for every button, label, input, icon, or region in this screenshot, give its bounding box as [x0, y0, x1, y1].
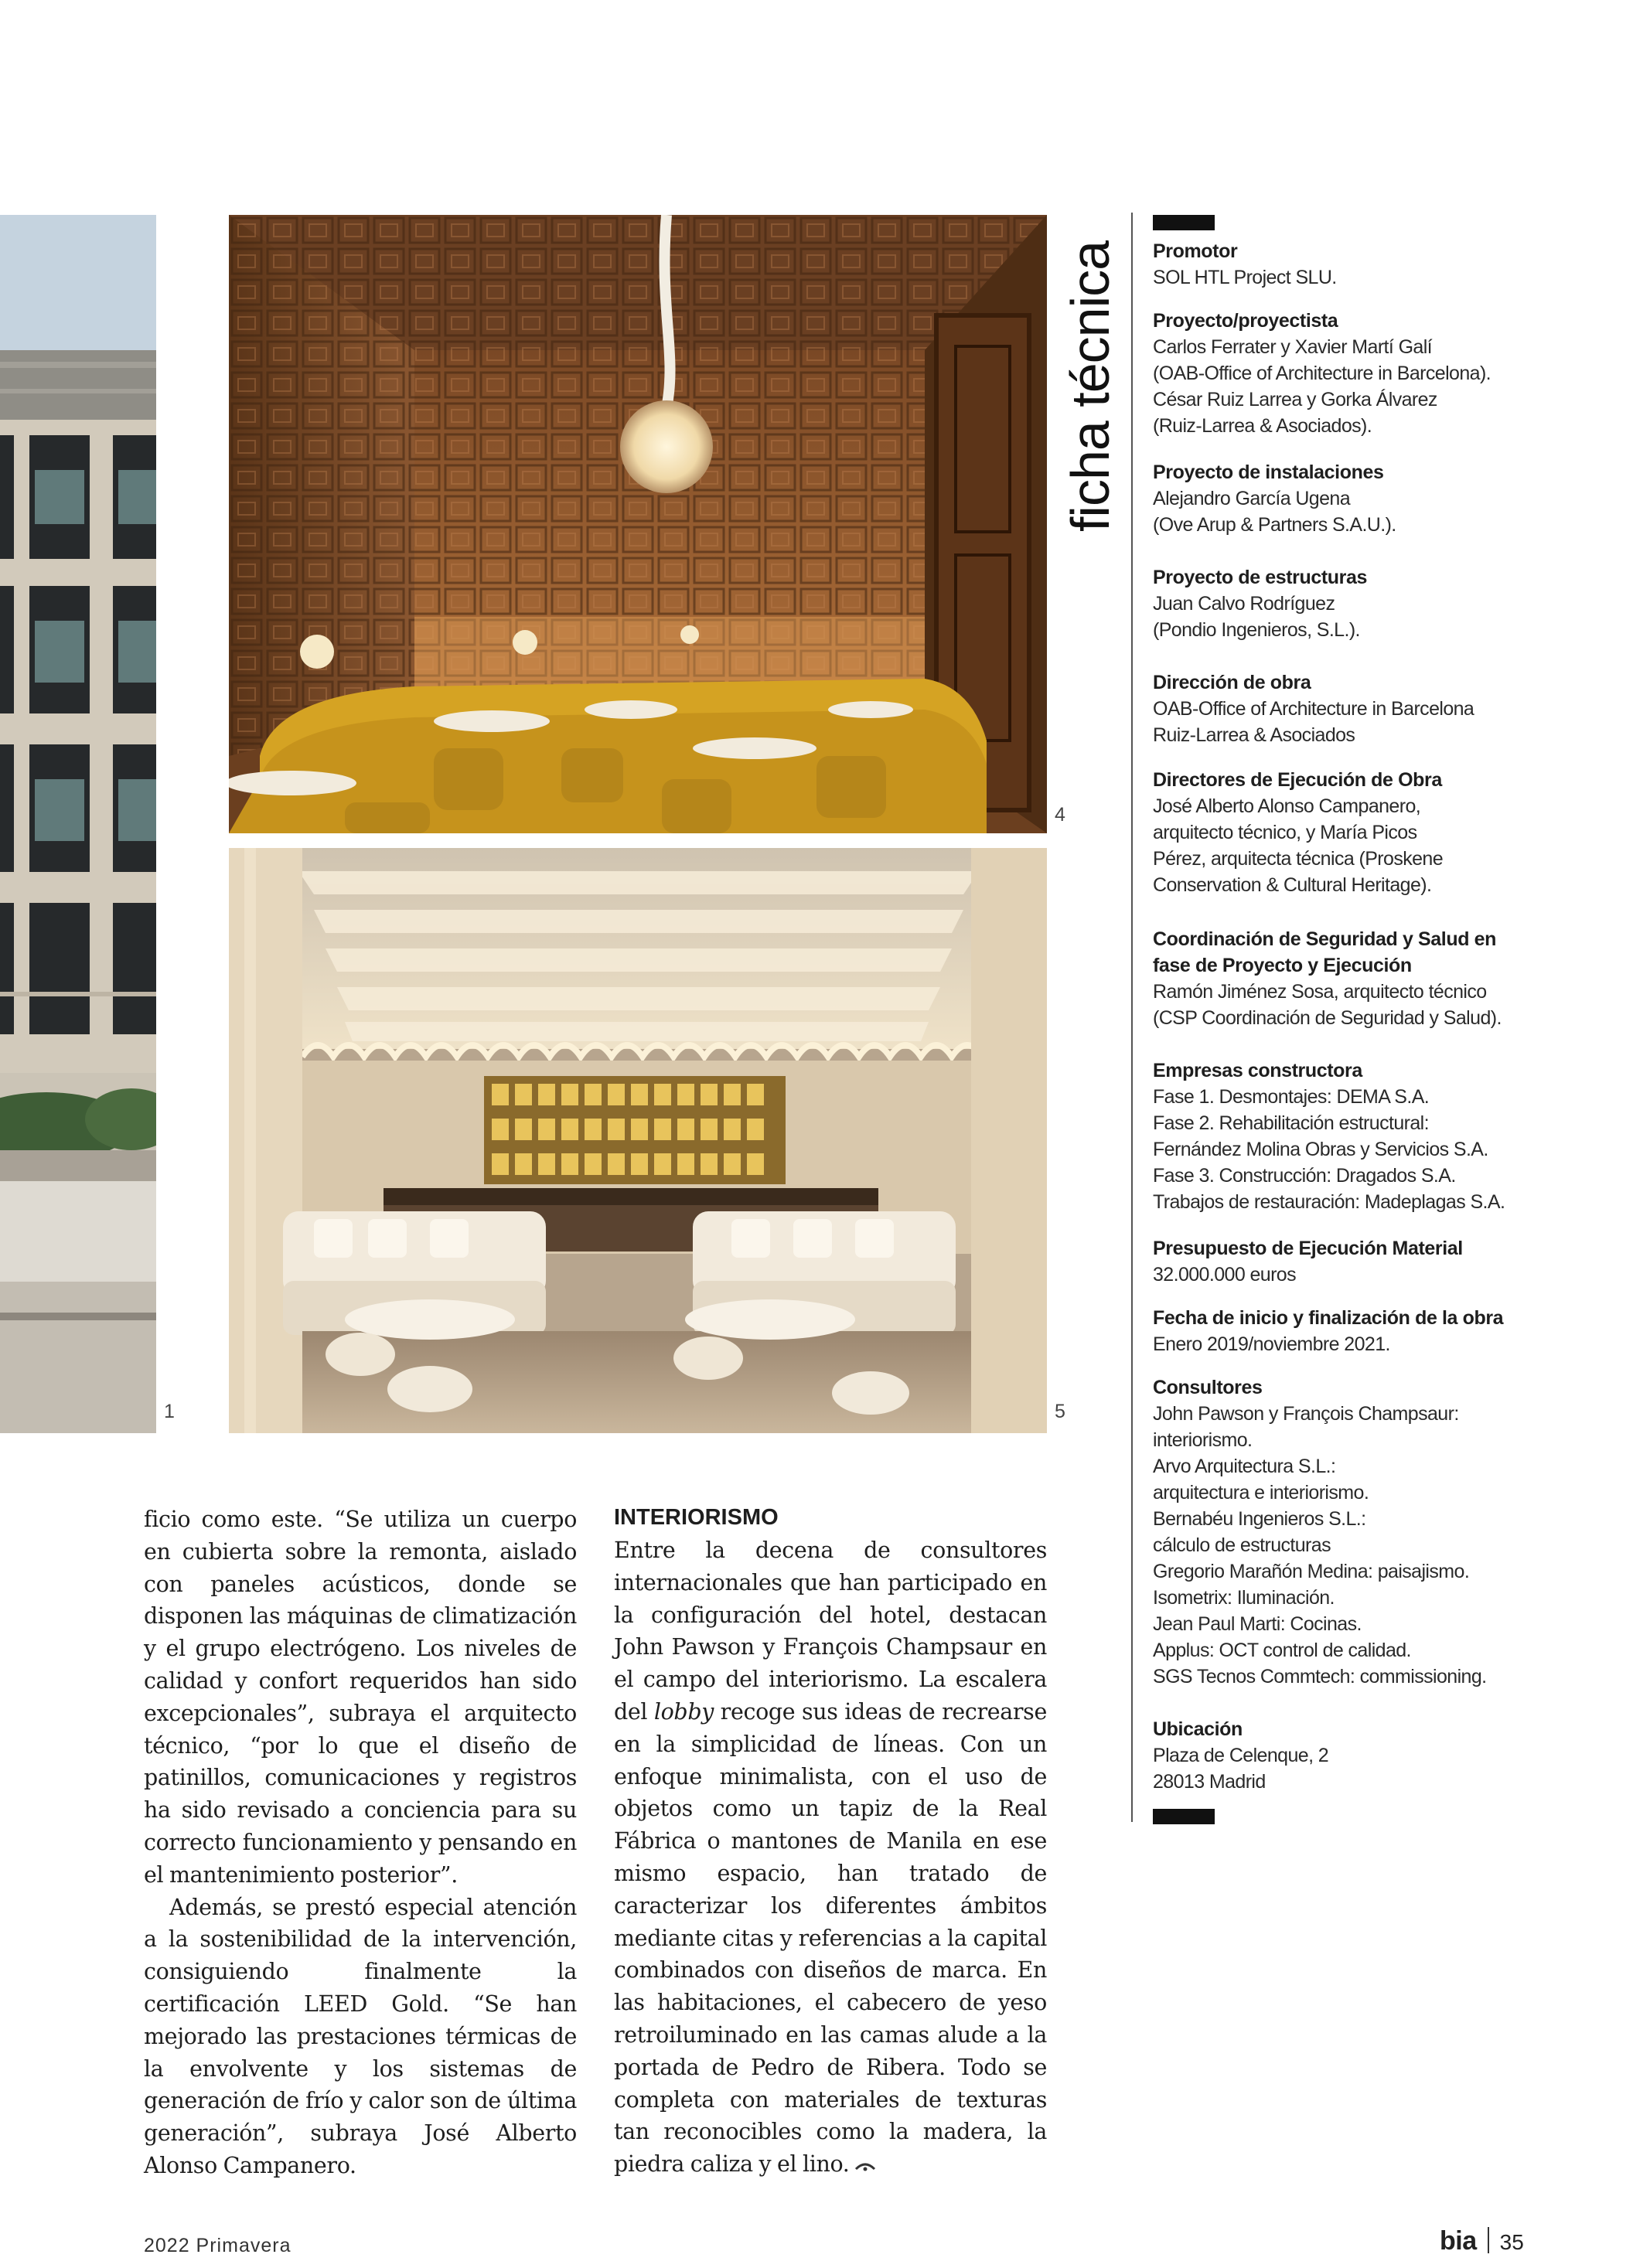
ficha-label: Dirección de obra: [1153, 672, 1311, 693]
ficha-value: OAB-Office of Architecture in Barcelona Ruiz-Larrea & Asociados: [1153, 698, 1474, 746]
ficha-label: Empresas constructora: [1153, 1060, 1362, 1081]
issue-label: 2022 Primavera: [144, 2235, 291, 2256]
ficha-item-ubicacion: [1153, 1716, 1586, 1795]
ficha-top-bar: [1153, 215, 1215, 230]
photo-restaurant: [229, 215, 1047, 833]
ficha-value: Fase 1. Desmontajes: DEMA S.A. Fase 2. Rehabilitación estructural: Fernández Molina Obras y Servicios S.A. Fase 3. Construcción: Dragados S.A. Trabajos de restauración: Madeplagas S.A.: [1153, 1086, 1505, 1213]
paragraph-text: recoge sus ideas de recrearse en la simplicidad de líneas. Con un enfoque minimalista, con el uso de objetos como un tapiz de la Real Fábrica o mantones de Manila en ese mismo espacio, han tratado de caracterizar los diferentes ámbitos mediante citas y referencias a la capital combinados con diseños de marca. En las habitaciones, el cabecero de yeso retroiluminado en las camas alude a la portada de Pedro de Ribera. Todo se completa con materiales de texturas tan reconocibles como la madera, la piedra caliza y el lino.: [614, 1698, 1047, 2178]
ficha-value: Juan Calvo Rodríguez (Pondio Ingenieros, S.L.).: [1153, 593, 1360, 641]
ficha-label: Proyecto de instalaciones: [1153, 461, 1384, 483]
ficha-bottom-bar: [1153, 1809, 1215, 1824]
footer-divider: [1488, 2227, 1489, 2253]
ficha-item-directores: [1153, 767, 1586, 898]
ficha-divider: [1131, 213, 1133, 1822]
ficha-label: Proyecto/proyectista: [1153, 310, 1338, 332]
ficha-tecnica-title: ficha técnica: [1060, 240, 1120, 533]
ficha-label: Consultores: [1153, 1377, 1263, 1398]
italic-term: lobby: [653, 1698, 714, 1725]
ficha-value: Alejandro García Ugena (Ove Arup & Partners S.A.U.).: [1153, 488, 1396, 536]
ficha-item-promotor: [1153, 238, 1586, 291]
ficha-value: José Alberto Alonso Campanero, arquitecto técnico, y María Picos Pérez, arquitecta técnica (Proskene Conservation & Cultural Heritage).: [1153, 795, 1444, 896]
ficha-value: Enero 2019/noviembre 2021.: [1153, 1333, 1390, 1355]
article-paragraph: ficio como este. “Se utiliza un cuerpo en cubierta sobre la remonta, aislado con paneles acústicos, donde se disponen las máquinas de climatización y el grupo electrógeno. Los niveles de calidad y confort requeridos han sido excepcionales”, subraya el arquitecto técnico, “por lo que el diseño de patinillos, comunicaciones y registros ha sido revisado a conciencia para su correcto funcionamiento y pensando en el mantenimiento posterior”.: [144, 1507, 577, 1888]
article-paragraph: Además, se prestó especial atención a la sostenibilidad de la intervención, consiguiendo finalmente la certificación LEED Gold. “Se han mejorado las prestaciones térmicas de la envolvente y los sistemas de generación de frío y calor son de última generación”, subraya José Alberto Alonso Campanero.: [144, 1894, 577, 2178]
article-column-2: [614, 1503, 1047, 2181]
article-column-1: [144, 1503, 577, 2182]
ficha-label: Presupuesto de Ejecución Material: [1153, 1238, 1463, 1259]
ficha-label: Promotor: [1153, 240, 1238, 262]
photo-number-5: 5: [1055, 1401, 1065, 1422]
paragraph-text: Entre la decena de consultores internacionales que han participado en la configuración del hotel, destacan John Pawson y François Champsaur en el campo del interiorismo. La escalera del: [614, 1538, 1047, 1725]
magazine-logo: bia: [1440, 2226, 1477, 2256]
end-of-article-icon: [854, 2160, 876, 2172]
photo-building: [0, 215, 156, 1433]
ficha-item-fecha: [1153, 1305, 1586, 1357]
ficha-label: Ubicación: [1153, 1718, 1243, 1740]
ficha-item-constructora: [1153, 1057, 1586, 1215]
ficha-item-direccion: [1153, 669, 1586, 748]
ficha-value: Carlos Ferrater y Xavier Martí Galí (OAB-Office of Architecture in Barcelona). César Ruiz Larrea y Gorka Álvarez (Ruiz-Larrea & Asociados).: [1153, 336, 1491, 437]
article-paragraph: [614, 1534, 1047, 2181]
ficha-label: Coordinación de Seguridad y Salud en fase de Proyecto y Ejecución: [1153, 928, 1496, 976]
ficha-label: Fecha de inicio y finalización de la obra: [1153, 1307, 1504, 1329]
ficha-item-proyecto: [1153, 308, 1586, 439]
ficha-item-estructuras: [1153, 564, 1586, 643]
ficha-item-presupuesto: [1153, 1235, 1586, 1288]
ficha-value: 32.000.000 euros: [1153, 1264, 1297, 1286]
ficha-item-consultores: [1153, 1374, 1586, 1690]
photo-number-1: 1: [164, 1401, 175, 1422]
section-heading-interiorismo: INTERIORISMO: [614, 1505, 779, 1530]
ficha-label: Proyecto de estructuras: [1153, 567, 1368, 588]
page-footer-brand: [1440, 2226, 1524, 2256]
ficha-item-instalaciones: [1153, 459, 1586, 538]
ficha-value: Plaza de Celenque, 2 28013 Madrid: [1153, 1745, 1329, 1793]
ficha-label: Directores de Ejecución de Obra: [1153, 769, 1442, 791]
ficha-value: John Pawson y François Champsaur: interiorismo. Arvo Arquitectura S.L.: arquitectura e interiorismo. Bernabéu Ingenieros S.L.: cálculo de estructuras Gregorio Marañón Medina: paisajismo. Isometrix: Iluminación. Jean Paul Marti: Cocinas. Applus: OCT control de calidad. SGS Tecnos Commtech: commissioning.: [1153, 1403, 1487, 1687]
page-number: 35: [1499, 2230, 1524, 2254]
photo-lounge: [229, 848, 1047, 1433]
ficha-item-coordinacion: [1153, 926, 1586, 1031]
photo-number-4: 4: [1055, 804, 1065, 826]
ficha-value: Ramón Jiménez Sosa, arquitecto técnico (CSP Coordinación de Seguridad y Salud).: [1153, 981, 1502, 1029]
ficha-value: SOL HTL Project SLU.: [1153, 267, 1337, 288]
